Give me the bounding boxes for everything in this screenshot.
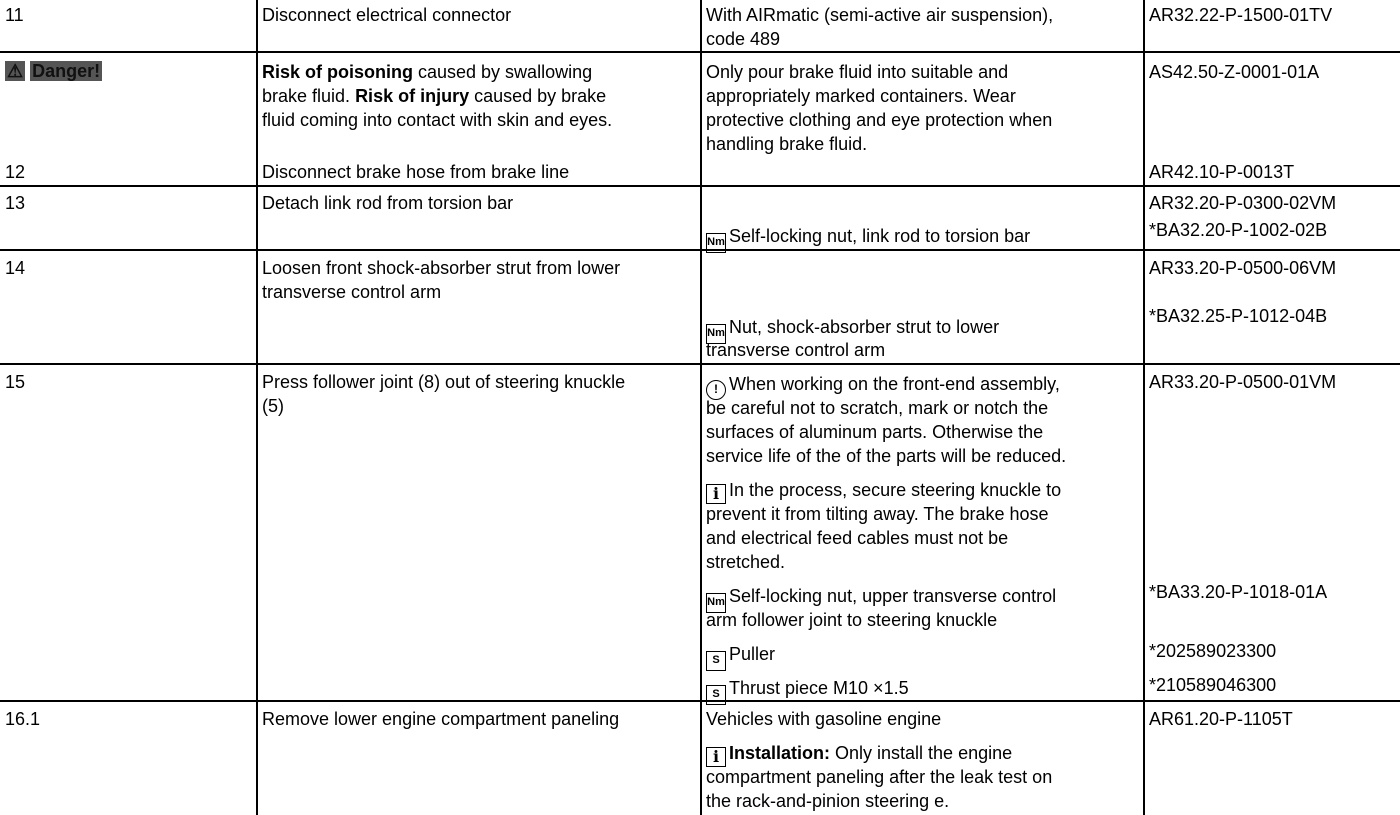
special-tool-icon: S <box>706 651 726 671</box>
table-row-13 <box>0 185 1400 251</box>
info-line: the rack-and-pinion steering e. <box>706 791 950 811</box>
reference-link[interactable]: AR61.20-P-1105T <box>1149 709 1293 729</box>
danger-text: fluid coming into contact with skin and eyes. <box>262 110 613 130</box>
caution-icon: ! <box>706 380 726 400</box>
reference-link[interactable]: AS42.50-Z-0001-01A <box>1149 62 1320 82</box>
reference-link[interactable]: AR33.20-P-0500-01VM <box>1149 372 1337 392</box>
table-row-14 <box>0 249 1400 365</box>
reference-link[interactable]: AR32.20-P-0300-02VM <box>1149 193 1337 213</box>
reference-link[interactable]: AR33.20-P-0500-06VM <box>1149 258 1337 278</box>
tool-note: S Thrust piece M10 ×1.5 <box>706 676 909 705</box>
action-text: (5) <box>262 396 284 416</box>
action-text: Remove lower engine compartment paneling <box>262 709 620 729</box>
step-number: 15 <box>5 372 26 392</box>
danger-label: Danger! <box>32 61 101 81</box>
torque-note: Nm Self-locking nut, upper transverse control <box>706 584 1056 613</box>
action-text: Disconnect brake hose from brake line <box>262 162 570 182</box>
action-text: Loosen front shock-absorber strut from lower <box>262 258 621 278</box>
torque-nm-icon: Nm <box>706 233 726 253</box>
reference-link[interactable]: *BA32.25-P-1012-04B <box>1149 306 1328 326</box>
reference-link[interactable]: *210589046300 <box>1149 675 1277 695</box>
note-line: With AIRmatic (semi-active air suspension), <box>706 5 1054 25</box>
danger-text: Risk of poisoning caused by swallowing <box>262 62 593 82</box>
table-row-15 <box>0 363 1400 702</box>
info-note: i Installation: Only install the engine <box>706 741 1012 767</box>
info-note: i In the process, secure steering knuckle to <box>706 478 1061 504</box>
action-text: transverse control arm <box>262 282 442 302</box>
note-line: Only pour brake fluid into suitable and <box>706 62 1009 82</box>
caution-line: be careful not to scratch, mark or notch the <box>706 398 1049 418</box>
torque-note-line: transverse control arm <box>706 340 886 360</box>
torque-note-line: arm follower joint to steering knuckle <box>706 610 998 630</box>
action-text: Detach link rod from torsion bar <box>262 193 514 213</box>
step-number: 16.1 <box>5 709 41 729</box>
torque-note: Nm Nut, shock-absorber strut to lower <box>706 315 999 344</box>
warning-triangle-icon: ⚠ <box>7 61 24 81</box>
step-number: 13 <box>5 193 26 213</box>
danger-text: brake fluid. Risk of injury caused by brake <box>262 86 607 106</box>
table-row-11 <box>0 0 1400 52</box>
note-line: code 489 <box>706 29 781 49</box>
torque-note: Nm Self-locking nut, link rod to torsion bar <box>706 224 1030 253</box>
reference-link[interactable]: *BA32.20-P-1002-02B <box>1149 220 1328 240</box>
reference-link[interactable]: *BA33.20-P-1018-01A <box>1149 582 1328 602</box>
info-line: compartment paneling after the leak test on <box>706 767 1053 787</box>
note-line: appropriately marked containers. Wear <box>706 86 1016 106</box>
reference-link[interactable]: *202589023300 <box>1149 641 1277 661</box>
caution-line: service life of the of the parts will be reduced. <box>706 446 1067 466</box>
info-icon: i <box>706 747 726 767</box>
reference-link[interactable]: AR42.10-P-0013T <box>1149 162 1295 182</box>
info-line: stretched. <box>706 552 786 572</box>
note-line: protective clothing and eye protection when <box>706 110 1053 130</box>
note-line: Vehicles with gasoline engine <box>706 709 942 729</box>
action-text: Press follower joint (8) out of steering knuckle <box>262 372 626 392</box>
reference-link[interactable]: AR32.22-P-1500-01TV <box>1149 5 1333 25</box>
special-tool-icon: S <box>706 685 726 705</box>
table-row-16-1 <box>0 700 1400 815</box>
torque-nm-icon: Nm <box>706 593 726 613</box>
note-line: handling brake fluid. <box>706 134 868 154</box>
info-line: prevent it from tilting away. The brake hose <box>706 504 1049 524</box>
caution-line: surfaces of aluminum parts. Otherwise the <box>706 422 1044 442</box>
action-text: Disconnect electrical connector <box>262 5 512 25</box>
table-row-danger-12 <box>0 51 1400 187</box>
info-line: and electrical feed cables must not be <box>706 528 1009 548</box>
tool-note: S Puller <box>706 642 775 671</box>
info-icon: i <box>706 484 726 504</box>
step-number: 11 <box>5 5 24 25</box>
step-number: 12 <box>5 162 26 182</box>
torque-nm-icon: Nm <box>706 324 726 344</box>
danger-badge <box>5 59 102 83</box>
caution-note: ! When working on the front-end assembly, <box>706 372 1060 400</box>
step-number: 14 <box>5 258 26 278</box>
